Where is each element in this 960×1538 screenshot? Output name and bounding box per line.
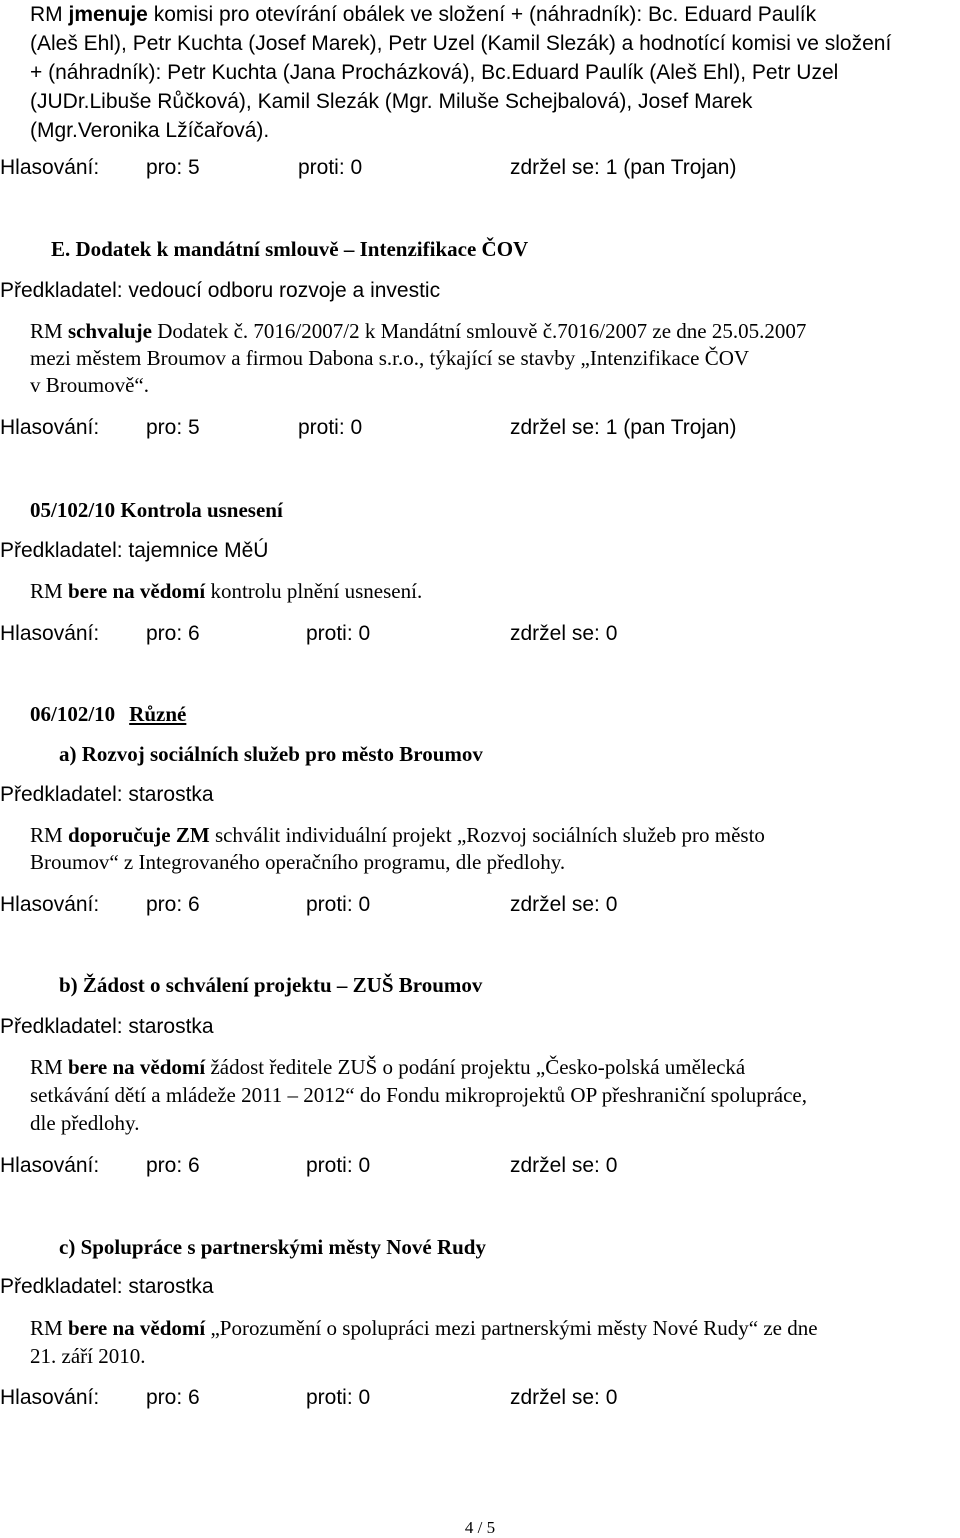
text: RM <box>30 823 68 847</box>
vote-pro: pro: 6 <box>146 1386 200 1409</box>
text: RM <box>30 319 68 343</box>
vote-proti: proti: 0 <box>306 893 371 916</box>
vote-zdrzel: zdržel se: 1 (pan Trojan) <box>510 156 737 179</box>
section-title: Různé <box>129 702 187 726</box>
text: RM <box>30 579 68 603</box>
keyword: bere na vědomí <box>67 579 206 603</box>
presenter: Předkladatel: vedoucí odboru rozvoje a investic <box>0 279 441 302</box>
intro-line-2: (Aleš Ehl), Petr Kuchta (Josef Marek), Petr Uzel (Kamil Slezák) a hodnotící komisi ve složení <box>30 32 892 55</box>
intro-line-1 <box>30 4 816 25</box>
vote-pro: pro: 6 <box>146 622 200 645</box>
page-number: 4 / 5 <box>464 1518 496 1537</box>
section-number: 06/102/10 <box>30 702 116 726</box>
vote-proti: proti: 0 <box>298 416 363 439</box>
section-e-heading: E. Dodatek k mandátní smlouvě – Intenzifikace ČOV <box>51 237 529 261</box>
subsection-c-heading: c) Spolupráce s partnerskými městy Nové Rudy <box>59 1235 486 1259</box>
vote-label: Hlasování: <box>0 416 100 439</box>
vote-proti: proti: 0 <box>298 156 363 179</box>
resolution-line-1 <box>30 1057 745 1078</box>
vote-pro: pro: 5 <box>146 156 200 179</box>
vote-zdrzel: zdržel se: 1 (pan Trojan) <box>510 416 737 439</box>
text: schválit individuální projekt „Rozvoj sociálních služeb pro město <box>209 823 765 847</box>
vote-proti: proti: 0 <box>306 1386 371 1409</box>
vote-label: Hlasování: <box>0 1386 100 1409</box>
resolution-line-1 <box>30 321 806 342</box>
keyword: jmenuje <box>68 3 148 26</box>
resolution-line-2: setkávání dětí a mládeže 2011 – 2012“ do Fondu mikroprojektů OP přeshraniční spolupráce, <box>30 1083 807 1107</box>
text: kontrolu plnění usnesení. <box>205 579 423 603</box>
keyword: bere na vědomí <box>67 1316 206 1340</box>
vote-zdrzel: zdržel se: 0 <box>510 893 618 916</box>
resolution-line-3: v Broumově“. <box>30 373 149 397</box>
vote-label: Hlasování: <box>0 156 100 179</box>
intro-line-3: + (náhradník): Petr Kuchta (Jana Procházková), Bc.Eduard Paulík (Aleš Ehl), Petr Uzel <box>30 61 839 84</box>
keyword: bere na vědomí <box>67 1055 206 1079</box>
subsection-a-heading: a) Rozvoj sociálních služeb pro město Broumov <box>59 742 483 766</box>
resolution-line-3: dle předlohy. <box>30 1111 140 1135</box>
text: RM <box>30 1316 68 1340</box>
subsection-b-heading: b) Žádost o schválení projektu – ZUŠ Broumov <box>59 973 483 997</box>
resolution-line-2: mezi městem Broumov a firmou Dabona s.r.o., týkající se stavby „Intenzifikace ČOV <box>30 346 750 370</box>
keyword: doporučuje ZM <box>67 823 210 847</box>
vote-pro: pro: 5 <box>146 416 200 439</box>
text: „Porozumění o spolupráci mezi partnerskými městy Nové Rudy“ ze dne <box>205 1316 818 1340</box>
vote-pro: pro: 6 <box>146 893 200 916</box>
vote-proti: proti: 0 <box>306 622 371 645</box>
vote-pro: pro: 6 <box>146 1154 200 1177</box>
keyword: schvaluje <box>67 319 152 343</box>
resolution-line-2: Broumov“ z Integrovaného operačního programu, dle předlohy. <box>30 850 566 874</box>
vote-label: Hlasování: <box>0 622 100 645</box>
vote-zdrzel: zdržel se: 0 <box>510 1386 618 1409</box>
intro-line-4: (JUDr.Libuše Růčková), Kamil Slezák (Mgr. Miluše Schejbalová), Josef Marek <box>30 90 753 113</box>
presenter: Předkladatel: starostka <box>0 1275 214 1298</box>
vote-label: Hlasování: <box>0 1154 100 1177</box>
resolution-line-1 <box>30 825 765 846</box>
vote-zdrzel: zdržel se: 0 <box>510 1154 618 1177</box>
resolution-line-1 <box>30 581 422 602</box>
intro-line-5: (Mgr.Veronika Lžíčařová). <box>30 119 270 142</box>
resolution-line-1 <box>30 1318 818 1339</box>
text: komisi pro otevírání obálek ve složení + (náhradník): Bc. Eduard Paulík <box>147 3 817 26</box>
resolution-line-2: 21. září 2010. <box>30 1344 146 1368</box>
text: RM <box>30 1055 68 1079</box>
presenter: Předkladatel: tajemnice MěÚ <box>0 539 269 562</box>
text: žádost ředitele ZUŠ o podání projektu „Česko-polská umělecká <box>205 1055 746 1079</box>
vote-proti: proti: 0 <box>306 1154 371 1177</box>
section-05-heading: 05/102/10 Kontrola usnesení <box>30 498 283 522</box>
presenter: Předkladatel: starostka <box>0 783 214 806</box>
section-06-heading <box>30 704 186 725</box>
vote-zdrzel: zdržel se: 0 <box>510 622 618 645</box>
text: Dodatek č. 7016/2007/2 k Mandátní smlouvě č.7016/2007 ze dne 25.05.2007 <box>151 319 807 343</box>
vote-label: Hlasování: <box>0 893 100 916</box>
presenter: Předkladatel: starostka <box>0 1015 214 1038</box>
text: RM <box>30 3 69 26</box>
